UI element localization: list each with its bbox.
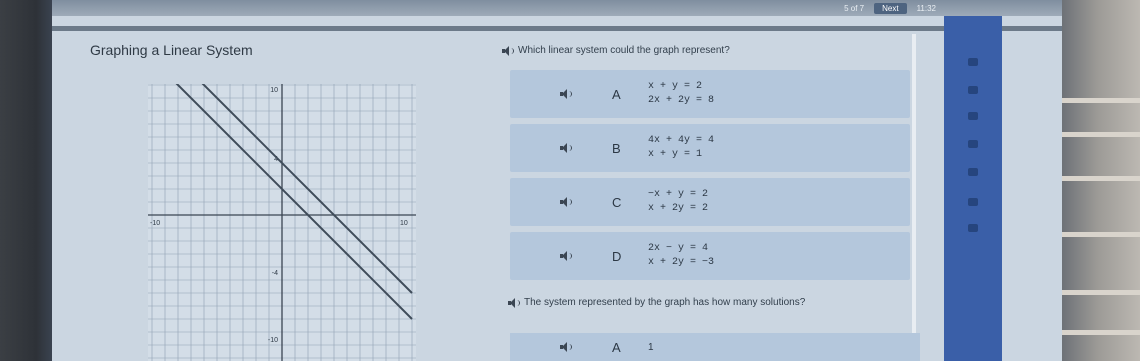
equation-2: x + 2y = 2 [648,203,709,214]
y-neg-label: -4 [271,270,278,277]
equation-1: x + y = 2 [648,81,703,92]
choice-equations [648,80,714,108]
graph-panel [148,84,416,361]
tool-button[interactable] [968,58,978,66]
choice-c[interactable] [510,178,910,226]
question-2 [508,297,805,308]
screen [52,0,1062,361]
top-status-bar [52,0,1062,16]
choice-letter: A [612,339,621,355]
choice-letter: D [612,248,622,264]
question-1-text: Which linear system could the graph represent? [518,45,730,56]
x-left-label: -10 [150,220,161,227]
equation-2: 2x + 2y = 8 [648,95,715,106]
tool-button[interactable] [968,86,978,94]
question-2-choice-a[interactable] [510,333,920,361]
signal-indicator: 5 of 7 [844,3,865,13]
speaker-icon[interactable] [560,342,572,352]
clock: 11:32 [916,3,936,13]
speaker-icon[interactable] [502,46,514,56]
page-title: Graphing a Linear System [90,42,253,58]
choice-equations [648,242,714,270]
header-divider [52,26,1062,31]
speaker-icon[interactable] [560,89,572,99]
speaker-icon[interactable] [560,251,572,261]
tool-button[interactable] [968,112,978,120]
monitor-bezel-left [0,0,52,361]
y-pos-label: 4 [274,156,278,163]
equation-1: 2x − y = 4 [648,243,709,254]
choice-letter: B [612,140,621,156]
choice-b[interactable] [510,124,910,172]
answer-choices [510,70,910,286]
tool-button[interactable] [968,224,978,232]
tool-button[interactable] [968,198,978,206]
question-1 [502,45,730,56]
background-right [1062,0,1140,361]
scrollbar[interactable] [912,34,916,361]
equation-1: 4x + 4y = 4 [648,135,715,146]
x-right-label: 10 [400,220,408,227]
coordinate-graph [148,84,416,361]
equation-1: −x + y = 2 [648,189,709,200]
choice-letter: A [612,86,621,102]
status-tray [844,1,936,15]
equation-2: x + y = 1 [648,149,703,160]
question-2-text: The system represented by the graph has how many solutions? [524,297,806,308]
speaker-icon[interactable] [560,143,572,153]
choice-a[interactable] [510,70,910,118]
tool-button[interactable] [968,168,978,176]
side-toolbar [944,16,1002,361]
next-button[interactable]: Next [874,3,906,14]
y-top-label: 10 [270,87,278,94]
choice-equations [648,134,714,162]
choice-letter: C [612,194,622,210]
choice-d[interactable] [510,232,910,280]
y-bottom-label: -10 [267,337,278,344]
tool-button[interactable] [968,140,978,148]
equation-2: x + 2y = −3 [648,257,715,268]
choice-equations [648,188,708,216]
speaker-icon[interactable] [508,298,520,308]
speaker-icon[interactable] [560,197,572,207]
choice-value: 1 [648,341,654,353]
